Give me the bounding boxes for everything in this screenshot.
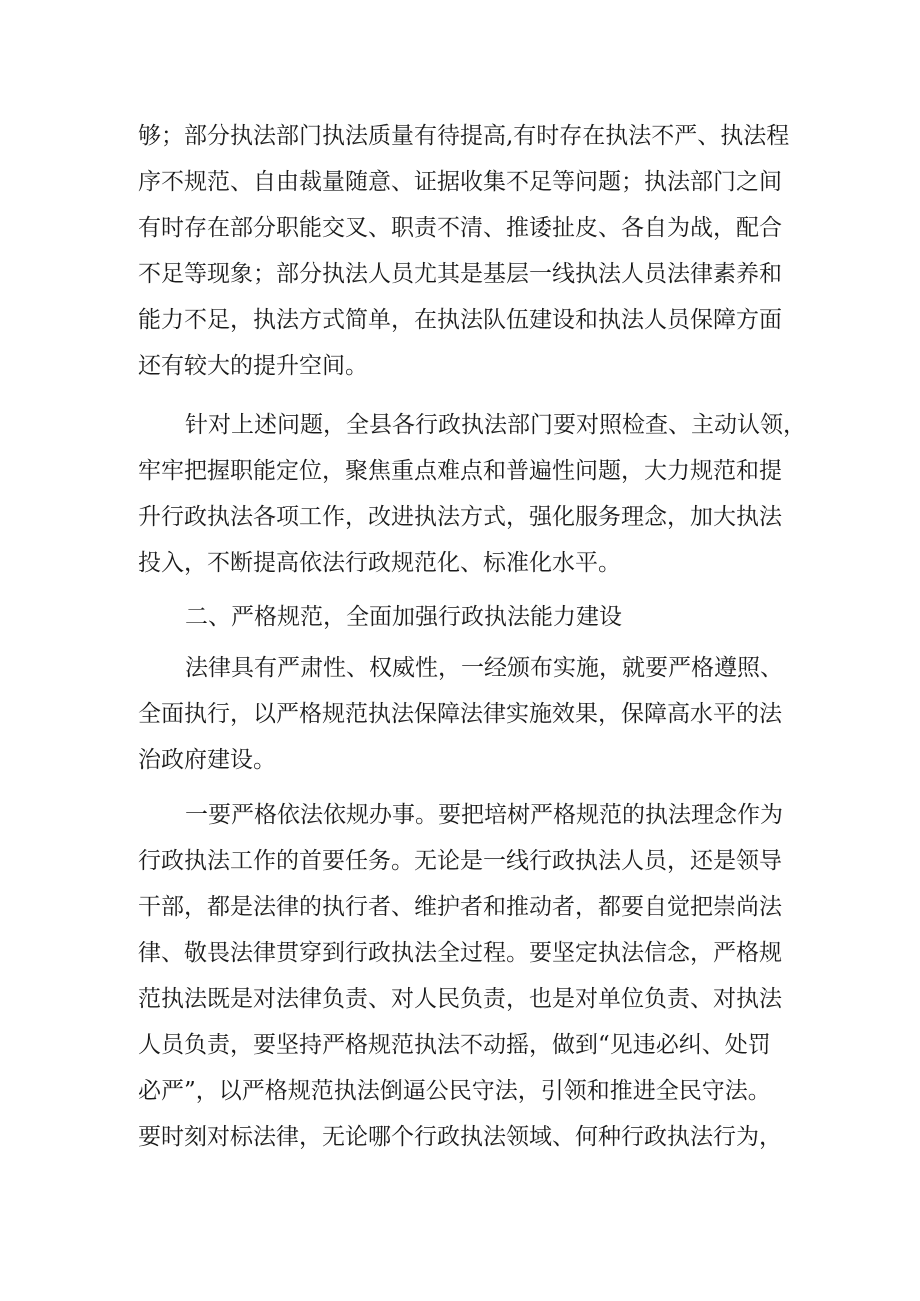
text-line: 升行政执法各项工作，改进执法方式，强化服务理念，加大执法 bbox=[138, 504, 782, 530]
text-line: 序不规范、自由裁量随意、证据收集不足等问题；执法部门之间 bbox=[138, 169, 782, 195]
text-line: 范执法既是对法律负责、对人民负责，也是对单位负责、对执法 bbox=[138, 986, 782, 1012]
text-line: 人员负责，要坚持严格规范执法不动摇，做到“见违必纠、处罚 bbox=[138, 1032, 771, 1058]
text-line: 还有较大的提升空间。 bbox=[138, 353, 368, 379]
paragraph-first-line: 一要严格依法依规办事。要把培树严格规范的执法理念作为 bbox=[185, 802, 783, 828]
text-line: 必严”，以严格规范执法倒逼公民守法，引领和推进全民守法。 bbox=[138, 1078, 771, 1104]
text-line: 要时刻对标法律，无论哪个行政执法领域、何种行政执法行为， bbox=[138, 1124, 782, 1150]
text-line: 干部，都是法律的执行者、维护者和推动者，都要自觉把崇尚法 bbox=[138, 894, 782, 920]
text-line: 牢牢把握职能定位，聚焦重点难点和普遍性问题，大力规范和提 bbox=[138, 458, 782, 484]
text-line: 行政执法工作的首要任务。无论是一线行政执法人员，还是领导 bbox=[138, 848, 782, 874]
paragraph-first-line: 针对上述问题，全县各行政执法部门要对照检查、主动认领， bbox=[185, 412, 806, 438]
section-heading: 二、严格规范，全面加强行政执法能力建设 bbox=[185, 604, 622, 630]
text-line: 全面执行，以严格规范执法保障法律实施效果，保障高水平的法 bbox=[138, 701, 782, 727]
text-line: 有时存在部分职能交叉、职责不清、推诿扯皮、各自为战，配合 bbox=[138, 215, 782, 241]
text-line: 够；部分执法部门执法质量有待提高,有时存在执法不严、执法程 bbox=[138, 123, 790, 149]
text-line: 治政府建设。 bbox=[138, 747, 276, 773]
text-line: 投入，不断提高依法行政规范化、标准化水平。 bbox=[138, 550, 621, 576]
paragraph-first-line: 法律具有严肃性、权威性，一经颁布实施，就要严格遵照、 bbox=[185, 655, 783, 681]
text-line: 律、敬畏法律贯穿到行政执法全过程。要坚定执法信念，严格规 bbox=[138, 940, 782, 966]
text-line: 不足等现象；部分执法人员尤其是基层一线执法人员法律素养和 bbox=[138, 261, 782, 287]
text-line: 能力不足，执法方式简单，在执法队伍建设和执法人员保障方面 bbox=[138, 307, 782, 333]
